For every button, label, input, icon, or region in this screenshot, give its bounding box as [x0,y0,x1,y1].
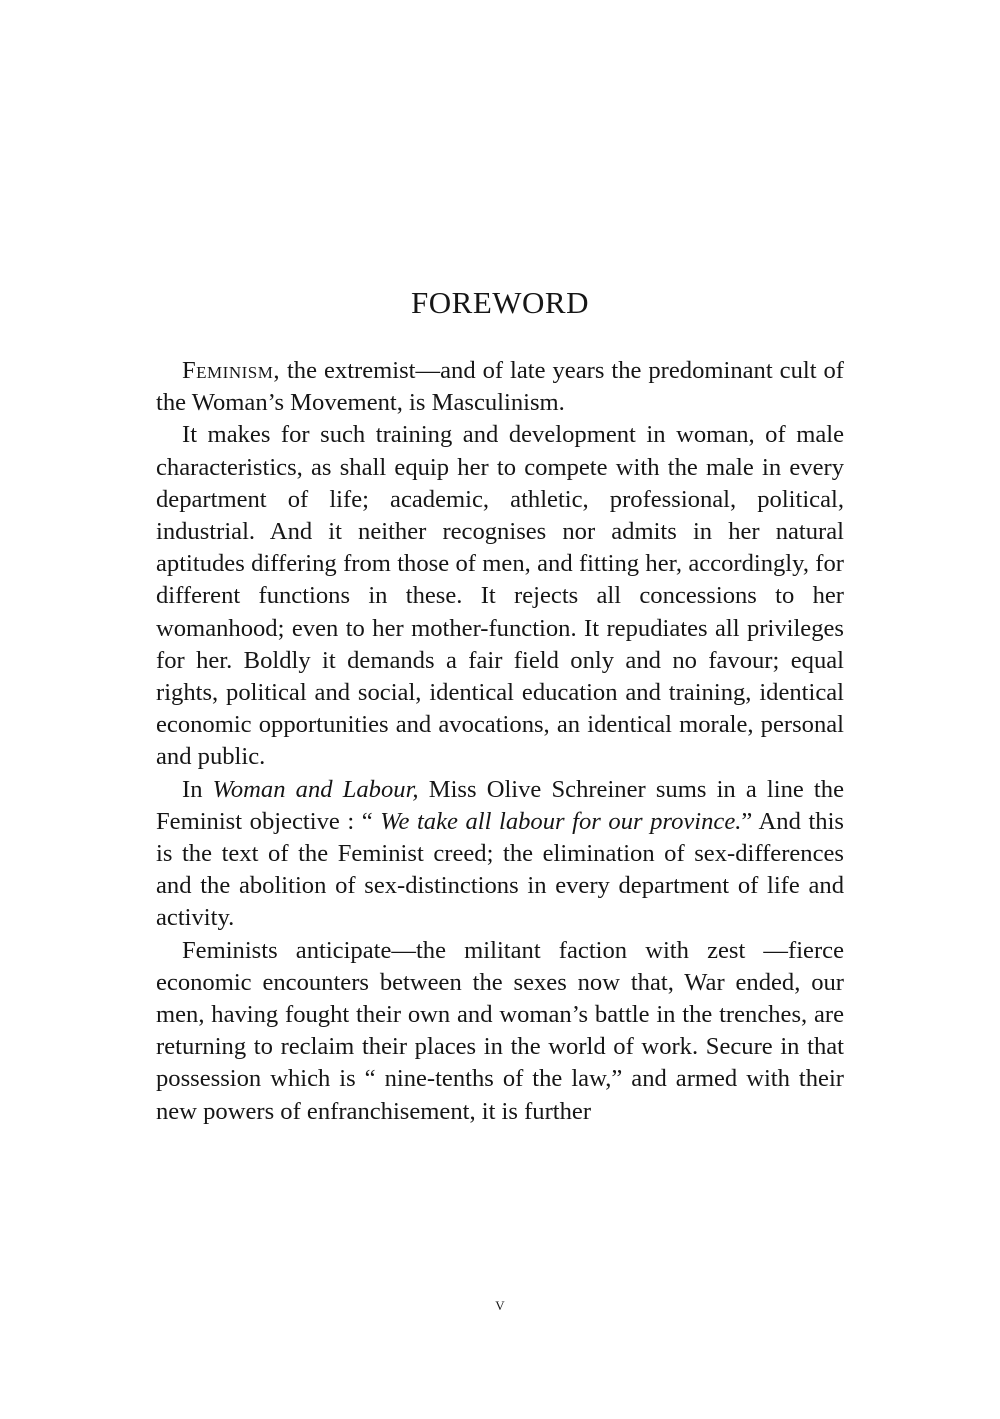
book-title: Woman and Labour, [212,775,419,803]
paragraph-3-mid: Miss Olive Schreiner sums in a line the Feminist objective : “ [156,775,844,835]
page-heading: FOREWORD [411,285,589,320]
paragraph-4: Feminists anticipate—the militant faction with zest —fierce economic encounters between the sexes now that, War ended, our men, having fought their own and woman’s battle in the trenches, are returning to reclaim their places in the world of work. Secure in that possession which is “ nine-tenths of the law,” and armed with their new powers of enfranchisement, it is further [156,936,844,1125]
body-text [156,355,844,1128]
lead-word: Feminism, [182,357,280,384]
paragraph-1-text: the extremist—and of late years the predominant cult of the Woman’s Movement, is Masculinism. [156,357,844,417]
paragraph-3-pre: In [182,775,213,803]
paragraph-1 [156,355,844,419]
page-number: v [495,1294,505,1315]
paragraph-3-post: ” And this is the text of the Feminist creed; the elimination of sex-differences and the abolition of sex-distinctions in every department of life and activity. [156,807,844,932]
paragraph-3 [156,774,844,935]
quotation: We take all labour for our province. [380,807,742,835]
paragraph-2: It makes for such training and development in woman, of male characteristics, as shall equip her to compete with the male in every department of life; academic, athletic, professional, political, industrial. And it neither recognises nor admits in her natural aptitudes differing from those of men, and fitting her, accordingly, for different functions in these. It rejects all concessions to her womanhood; even to her mother-function. It repudiates all privileges for her. Boldly it demands a fair field only and no favour; equal rights, political and social, identical education and training, identical economic opportunities and avocations, an identical morale, personal and public. [156,421,844,771]
